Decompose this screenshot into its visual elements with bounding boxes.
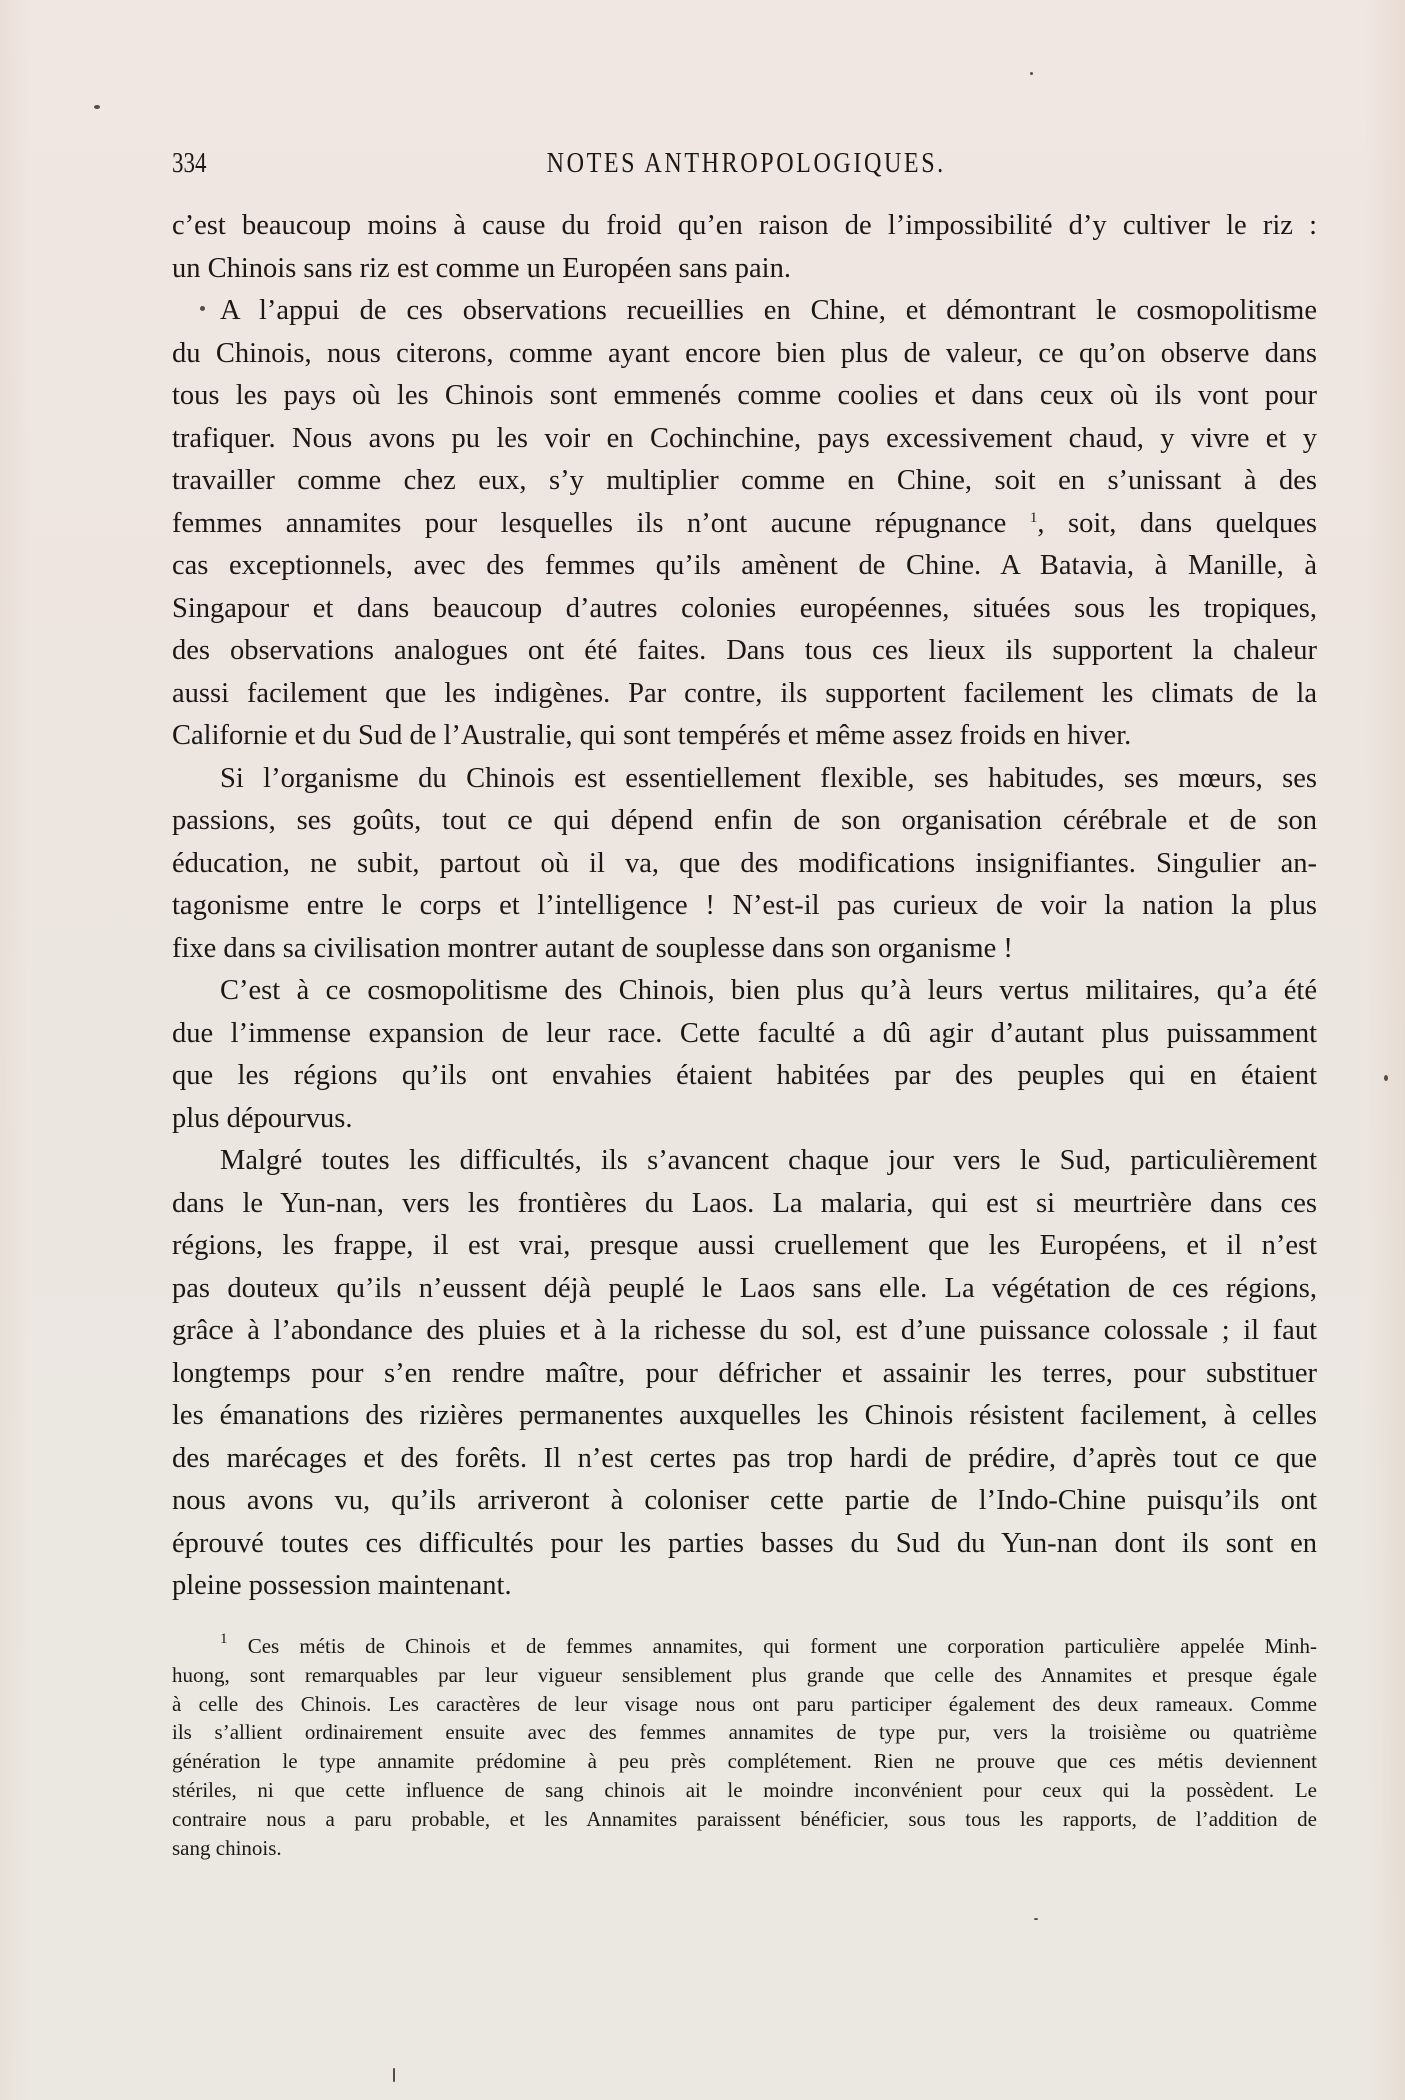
body-line: éprouvé toutes ces difficultés pour les parties basses du Sud du Yun-nan dont ils sont en: [172, 1527, 1317, 1559]
footnote-first-line: [172, 1632, 1317, 1661]
body-line: que les régions qu’ils ont envahies étaient habitées par des peuples qui en étaient: [172, 1060, 1317, 1091]
body-line: nous avons vu, qu’ils arriveront à coloniser cette partie de l’Indo-Chine puisqu’ils ont: [172, 1485, 1317, 1516]
body-line: Singapour et dans beaucoup d’autres colonies européennes, situées sous les tropiques,: [172, 592, 1317, 624]
body-line: longtemps pour s’en rendre maître, pour défricher et assainir les terres, pour substituer: [172, 1357, 1317, 1389]
page-edge-shadow-left: [0, 0, 30, 2100]
body-line: régions, les frappe, il est vrai, presque aussi cruellement que les Européens, et il n’est: [172, 1230, 1317, 1261]
running-head: [172, 148, 1317, 188]
footnote-line: sang chinois.: [172, 1835, 282, 1860]
body-line: passions, ses goûts, tout ce qui dépend enfin de son organisation cérébrale et de son: [172, 805, 1317, 836]
page-number: 334: [172, 148, 207, 179]
paper-speck: [393, 2068, 395, 2082]
body-text: [172, 205, 1317, 1608]
body-line-text: , soit, dans quelques: [1037, 507, 1317, 539]
body-line: du Chinois, nous citerons, comme ayant encore bien plus de valeur, ce qu’on observe dans: [172, 337, 1317, 369]
footnote-line: huong, sont remarquables par leur vigueur sensiblement plus grande que celle des Annamites et presque égale: [172, 1662, 1317, 1687]
body-line: des marécages et des forêts. Il n’est certes pas trop hardi de prédire, d’après tout ce que: [172, 1442, 1317, 1474]
body-line: Californie et du Sud de l’Australie, qui sont tempérés et même assez froids en hiver.: [172, 720, 1132, 751]
body-line: éducation, ne subit, partout où il va, que des modifications insignifiantes. Singulier an-: [172, 847, 1317, 879]
paper-speck: [1384, 1075, 1388, 1081]
body-line: un Chinois sans riz est comme un Européen sans pain.: [172, 252, 791, 284]
body-line: plus dépourvus.: [172, 1102, 353, 1134]
paper-speck: [94, 105, 100, 109]
footnote-line: stériles, ni que cette influence de sang chinois ait le moindre inconvénient pour ceux qui la possèdent. Le: [172, 1777, 1317, 1802]
footnote-line: contraire nous a paru probable, et les Annamites paraissent bénéficier, sous tous les rapports, de l’addition de: [172, 1806, 1317, 1831]
page-edge-shadow-right: [1365, 0, 1405, 2100]
body-line: dans le Yun-nan, vers les frontières du Laos. La malaria, qui est si meurtrière dans ces: [172, 1187, 1317, 1219]
footnote-line: ils s’allient ordinairement ensuite avec des femmes annamites de type pur, vers la troisième ou quatrième: [172, 1720, 1317, 1745]
paper-speck: [1034, 1918, 1038, 1920]
body-line: pas douteux qu’ils n’eussent déjà peuplé le Laos sans elle. La végétation de ces régions,: [172, 1272, 1317, 1304]
body-line: tagonisme entre le corps et l’intelligence ! N’est-il pas curieux de voir la nation la plus: [172, 890, 1317, 921]
paper-speck: [200, 306, 205, 311]
body-line: pleine possession maintenant.: [172, 1570, 512, 1601]
body-line: cas exceptionnels, avec des femmes qu’ils amènent de Chine. A Batavia, à Manille, à: [172, 550, 1317, 581]
footnote-line-text: Ces métis de Chinois et de femmes annamites, qui forment une corporation particulière appelée Minh-: [247, 1634, 1317, 1658]
paragraph-start: Malgré toutes les difficultés, ils s’avancent chaque jour vers le Sud, particulièrement: [220, 1145, 1317, 1176]
body-line: travailler comme chez eux, s’y multiplier comme en Chine, soit en s’unissant à des: [172, 465, 1317, 496]
footnote-reference[interactable]: 1: [1029, 509, 1038, 526]
footnote-line: à celle des Chinois. Les caractères de leur visage nous ont paru participer également des deux rameaux. Comme: [172, 1691, 1317, 1716]
body-line-text: femmes annamites pour lesquelles ils n’ont aucune répugnance: [172, 507, 1007, 539]
body-line: les émanations des rizières permanentes auxquelles les Chinois résistent facilement, à celles: [172, 1400, 1317, 1431]
footnote-marker: 1: [220, 1632, 228, 1647]
running-title: NOTES ANTHROPOLOGIQUES.: [546, 148, 946, 179]
paper-speck: [1030, 72, 1033, 75]
body-line: tous les pays où les Chinois sont emmenés comme coolies et dans ceux où ils vont pour: [172, 380, 1317, 411]
body-line: fixe dans sa civilisation montrer autant de souplesse dans son organisme !: [172, 932, 1013, 964]
body-line-with-footnote-ref: [172, 503, 1317, 546]
body-line: grâce à l’abondance des pluies et à la richesse du sol, est d’une puissance colossale ; il faut: [172, 1315, 1317, 1346]
paragraph-start: Si l’organisme du Chinois est essentiellement flexible, ses habitudes, ses mœurs, ses: [220, 762, 1317, 794]
paragraph-start: C’est à ce cosmopolitisme des Chinois, bien plus qu’à leurs vertus militaires, qu’a été: [220, 975, 1317, 1006]
body-line: aussi facilement que les indigènes. Par contre, ils supportent facilement les climats de la: [172, 677, 1317, 709]
paragraph-start: A l’appui de ces observations recueillies en Chine, et démontrant le cosmopolitisme: [220, 295, 1317, 326]
footnote: [172, 1632, 1317, 1862]
body-line: trafiquer. Nous avons pu les voir en Cochinchine, pays excessivement chaud, y vivre et y: [172, 422, 1317, 454]
footnote-line: génération le type annamite prédomine à peu près complétement. Rien ne prouve que ces métis deviennent: [172, 1749, 1317, 1774]
body-line: c’est beaucoup moins à cause du froid qu’en raison de l’impossibilité d’y cultiver le riz :: [172, 210, 1317, 241]
body-line: due l’immense expansion de leur race. Cette faculté a dû agir d’autant plus puissamment: [172, 1017, 1317, 1049]
body-line: des observations analogues ont été faites. Dans tous ces lieux ils supportent la chaleur: [172, 635, 1317, 666]
